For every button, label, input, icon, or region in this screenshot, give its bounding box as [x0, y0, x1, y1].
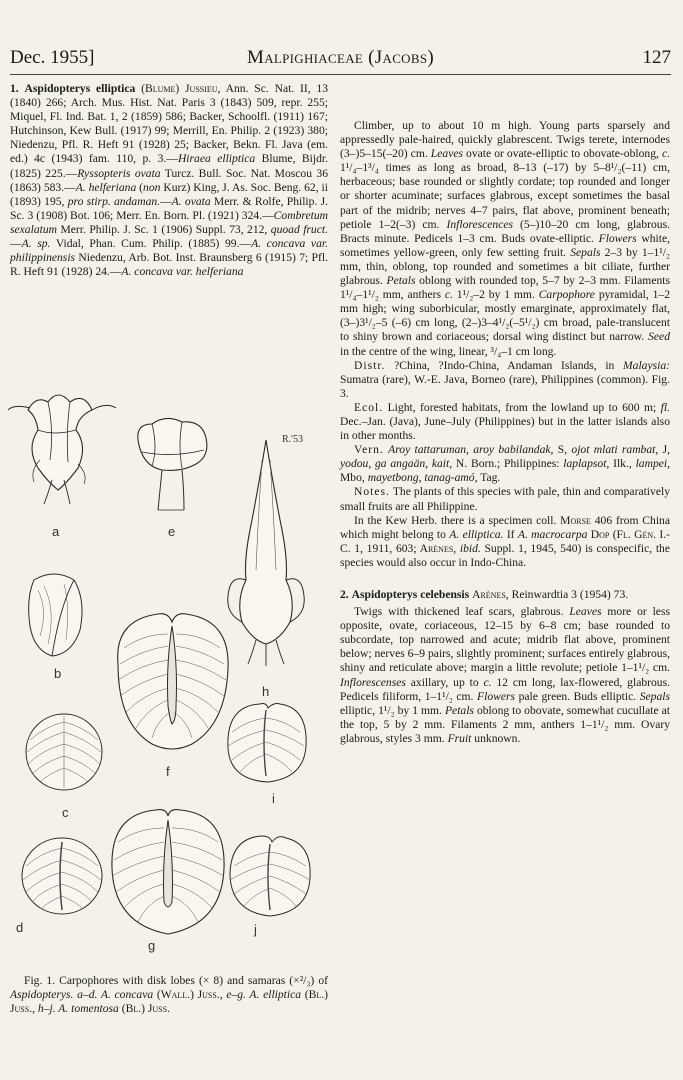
synonymy-17: A. sp.	[21, 237, 51, 251]
kew-3: A. elliptica.	[449, 527, 504, 541]
kew-2: 406 from China which might belong to	[340, 513, 670, 541]
vern-2: S,	[553, 443, 572, 457]
species1-author: (Blume) Jussieu,	[141, 82, 221, 95]
species2-name: Aspidopterys celebensis	[351, 588, 470, 601]
caption-0: Fig. 1. Carpophores with disk lobes (× 8) and samaras (×²/₃) of	[24, 973, 328, 987]
species1-name: Aspidopterys elliptica	[24, 82, 136, 95]
header-rule	[10, 74, 671, 75]
distr-1: Malaysia:	[622, 358, 670, 372]
figure-letter-j: j	[254, 922, 257, 937]
header-date: Dec. 1955]	[10, 47, 95, 68]
synonymy-6: (	[136, 180, 144, 194]
caption-6: (Bl.) Juss.	[118, 1002, 170, 1016]
species1-number: 1.	[10, 82, 19, 95]
s2-desc-1: Leaves	[569, 605, 602, 619]
samara-b	[29, 574, 82, 656]
distr-heading: Distr.	[354, 358, 386, 372]
desc-9: Sepals	[570, 245, 601, 259]
vern-3: ojot mlati rambat,	[571, 443, 659, 457]
synonymy-11: A. ovata	[171, 194, 211, 208]
desc-16: pyramidal, 1–2 mm high; wing suborbicular, mostly emarginate, approximately flat, (3–)3¹/₂–5 (–6) cm long, (2–)3–4¹/₂(–5¹/₂) cm broad, pale-translucent to shiny brown and coriaceous; dorsal wing distinct but narrow.	[340, 288, 670, 344]
vern-10: Mbo,	[340, 471, 368, 485]
vern-8: Ilk.,	[609, 457, 636, 471]
synonymy-12: Merr. & Rolfe, Philip. J. Sc. 3 (1908) Bot. 106; Merr. En. Born. Pl. (1921) 324.—	[10, 194, 328, 222]
s2-desc-9: Sepals	[639, 689, 670, 703]
header-title: Malpighiaceae (Jacobs)	[247, 47, 434, 68]
ecol-2: Dec.–Jan. (Java), June–July (Philippines) but in the latter islands also in other months.	[340, 414, 670, 443]
s2-desc-4: axillary, up to	[405, 675, 484, 689]
kew-6: Dop (Fl. Gén. I.-C. 1, 1911, 603; Arènes,	[340, 527, 670, 555]
vern-6: N. Born.; Philippines:	[452, 457, 564, 471]
figure-letter-b: b	[54, 666, 62, 681]
figure-caption	[10, 962, 328, 1028]
vern-12: Tag.	[477, 471, 501, 485]
caption-3: e–g. A. elliptica	[226, 988, 302, 1001]
carpophore-h	[228, 440, 304, 666]
desc-6: (5–)10–20 cm long, glabrous. Bracts minute. Pedicels 1–3 cm. Buds ovate-elliptic.	[340, 217, 670, 245]
s2-desc-13: Fruit	[447, 731, 472, 745]
samara-j	[230, 836, 310, 916]
kew-8: Suppl. 1, 1945, 540) is conspecific, the species would also occur in Indo-China.	[340, 541, 670, 569]
kew-5: A. macrocarpa	[517, 527, 588, 541]
synonymy-continuation-space	[340, 80, 670, 119]
synonymy-21: A. concava var. helferiana	[121, 265, 244, 279]
ecol-1: fl.	[660, 400, 670, 414]
species2-description	[340, 605, 670, 746]
species1-distribution	[340, 359, 670, 401]
ecol-heading: Ecol.	[354, 400, 384, 414]
s2-desc-12: oblong to obovate, somewhat cucullate at the top, 5 by 2 mm. Filaments 2 mm, anthers 1–1¹/₂ mm. Ovary glabrous, styles 3 mm.	[340, 703, 670, 745]
vern-1: Aroy tattaruman, aroy babilandak,	[388, 443, 554, 457]
caption-2: (Wall.) Juss.,	[153, 988, 227, 1001]
samara-f	[118, 614, 228, 749]
synonymy-13: Combretum sexalatum	[10, 208, 328, 236]
caption-1: Aspidopterys. a–d. A. concava	[10, 988, 154, 1001]
synonymy-19: A. concava var. philippinensis	[10, 237, 328, 265]
figure-letter-f: f	[166, 764, 170, 779]
synonymy-10: —	[160, 194, 172, 208]
synonymy-1: Hiraea elliptica	[177, 152, 256, 166]
samara-g	[112, 810, 224, 934]
desc-18: in the centre of the wing, linear, ³/₄–1 cm long.	[340, 344, 557, 358]
notes-heading: Notes.	[354, 485, 390, 499]
synonymy-3: Ryssopteris ovata	[77, 166, 161, 180]
caption-5: h–j. A. tomentosa	[37, 1002, 119, 1016]
vern-7: laplapsot,	[563, 457, 610, 471]
species1-heading	[10, 82, 328, 279]
figure-1-drawing	[0, 380, 335, 962]
synonymy-9: pro stirp. andaman.	[67, 194, 161, 208]
s2-desc-3: Inflorescenses	[340, 675, 406, 689]
carpophore-a	[8, 395, 116, 504]
s2-desc-2: more or less opposite, ovate, coriaceous, 12–15 by 6–8 cm; base rounded to subcordate, top narrowed and acute; midrib flat above, prominent below; nerves 6–9 pairs, slightly prominent; surfaces entirely glabrous, shiny and reticulate above; margin a little revolute; petiole 1–1¹/₂ cm.	[340, 605, 670, 675]
species2-citation: Reinwardtia 3 (1954) 73.	[508, 588, 629, 601]
s2-desc-5: c.	[483, 675, 492, 689]
desc-11: Petals	[386, 274, 416, 288]
vern-5: yodou, ga angaän, kait,	[340, 457, 453, 471]
desc-1: Leaves	[430, 147, 463, 161]
desc-14: 1¹/₂–2 by 1 mm.	[452, 288, 539, 302]
synonymy-20: Niedenzu, Arb. Bot. Inst. Braunsberg 6 (1915) 7; Pfl. R. Heft 91 (1928) 24.—	[10, 251, 328, 279]
figure-letter-g: g	[148, 938, 156, 953]
running-header	[10, 46, 671, 70]
synonymy-8: Kurz) King, J. As. Soc. Beng. 62, ii (1893) 195,	[10, 180, 328, 208]
figure-letter-h: h	[262, 684, 270, 699]
distr-0: ?China, ?Indo-China, Andaman Islands, in	[385, 358, 623, 372]
s2-desc-8: pale green. Buds elliptic.	[515, 689, 640, 703]
species1-kew-note	[340, 514, 670, 570]
carpophore-e	[138, 418, 207, 510]
species2-author: Arènes,	[472, 588, 509, 601]
s2-desc-14: unknown.	[471, 731, 521, 745]
desc-17: Seed	[648, 330, 670, 344]
illustrator-signature: R.'53	[282, 434, 303, 445]
synonymy-0: Ann. Sc. Nat. II, 13 (1840) 266; Arch. Mus. Hist. Nat. Paris 3 (1843) 509, repr. 255; Miquel, Fl. Ind. Bat. 1, 2 (1859) 586; Backer, Schoolfl. (1911) 167; Hutchinson, Kew Bull. (1917) 99; Merrill, En. Philip. 2 (1923) 380; Niedenzu, Pfl. R. Heft 91 (1928) 25; Backer, Bekn. Fl. Java (em. ed.) 4c (1943) fam. 110, p. 3.—	[10, 82, 329, 166]
figure-letter-e: e	[168, 524, 176, 539]
desc-3: c.	[661, 147, 670, 161]
desc-15: Carpophore	[538, 288, 595, 302]
desc-12: oblong with rounded top, 5–7 by 2–3 mm. Filaments 1¹/₄–1¹/₂ mm, anthers	[340, 274, 670, 302]
species1-description	[340, 119, 670, 359]
s2-desc-11: Petals	[444, 703, 474, 717]
vern-11: mayetbong, tanag-amó,	[367, 471, 478, 485]
desc-10: 2–3 by 1–1¹/₂ mm, thin, oblong, top rounded and sometimes a bit ciliate, further glabrous.	[340, 245, 670, 288]
synonymy-16: —	[10, 237, 22, 251]
notes-text: The plants of this species with pale, thin and comparatively small fruits are all Philippine.	[340, 485, 670, 513]
desc-8: white, sometimes yellow-green, only few setting fruit.	[340, 231, 670, 259]
distr-2: Sumatra (rare), W.-E. Java, Borneo (rare), Philippines (common). Fig. 3.	[340, 372, 670, 400]
figure-letter-i: i	[272, 791, 275, 806]
desc-13: c.	[444, 288, 453, 302]
vern-9: lampei,	[635, 457, 671, 471]
desc-0: Climber, up to about 10 m high. Young parts sparsely and appressedly pale-haired, quickly glabrescent. Twigs terete, internodes (3–)5–15(–20) cm.	[340, 119, 670, 161]
desc-2: ovate or ovate-elliptic to obovate-oblong,	[463, 147, 662, 161]
kew-4: If	[503, 527, 518, 541]
ecol-0: Light, forested habitats, from the lowland up to 600 m;	[383, 400, 661, 414]
figure-letter-c: c	[62, 805, 69, 820]
s2-desc-6: 12 cm long, lax-flowered, glabrous. Pedicels filiform, 1–1¹/₂ cm.	[340, 675, 670, 703]
left-column	[10, 82, 328, 279]
figure-letter-d: d	[16, 920, 24, 935]
synonymy-18: Vidal, Phan. Cum. Philip. (1885) 99.—	[50, 237, 252, 251]
kew-1: Morse	[560, 513, 591, 527]
synonymy-7: non	[143, 180, 161, 194]
species1-vernacular	[340, 443, 670, 485]
page-number: 127	[642, 47, 671, 68]
samara-c	[26, 714, 102, 790]
right-column	[340, 80, 670, 746]
desc-7: Flowers	[598, 231, 637, 245]
species2-number: 2.	[340, 588, 349, 601]
species2-heading	[340, 588, 670, 602]
figure-1	[0, 380, 335, 962]
kew-0: In the Kew Herb. there is a specimen coll.	[354, 513, 561, 527]
species1-notes	[340, 485, 670, 513]
caption-4: (Bl.) Juss.,	[10, 988, 328, 1016]
kew-7: ibid.	[459, 541, 481, 555]
synonymy-4: Turcz. Bull. Soc. Nat. Moscou 36 (1863) 583.—	[10, 166, 328, 194]
samara-d	[22, 838, 102, 914]
figure-letter-a: a	[52, 524, 60, 539]
s2-desc-10: elliptic, 1¹/₂ by 1 mm.	[340, 703, 445, 717]
synonymy-2: Blume, Bijdr. (1825) 225.—	[10, 152, 328, 180]
desc-5: Inflorescences	[446, 217, 513, 231]
synonymy-14: Merr. Philip. J. Sc. 1 (1906) Suppl. 73, 212,	[57, 222, 271, 236]
synonymy-5: A. helferiana	[75, 180, 137, 194]
species1-ecology	[340, 401, 670, 443]
vern-heading: Vern.	[354, 443, 384, 457]
synonymy-15: quoad fruct.	[270, 222, 328, 236]
s2-desc-0: Twigs with thickened leaf scars, glabrous.	[354, 605, 570, 619]
desc-4: 1¹/₄–1³/₄ times as long as broad, 8–13 (–17) by 5–8¹/₂(–11) cm, herbaceous; base rounded or slightly cordate; top rounded and longer or shorter acuminate; surfaces glabrous, except sometimes the basal part of the midrib; nerves 4–7 pairs, flat above, prominent beneath; petiole 1–2(–3) cm.	[340, 161, 670, 231]
s2-desc-7: Flowers	[477, 689, 516, 703]
samara-i	[228, 704, 306, 783]
vern-4: J,	[658, 443, 670, 457]
